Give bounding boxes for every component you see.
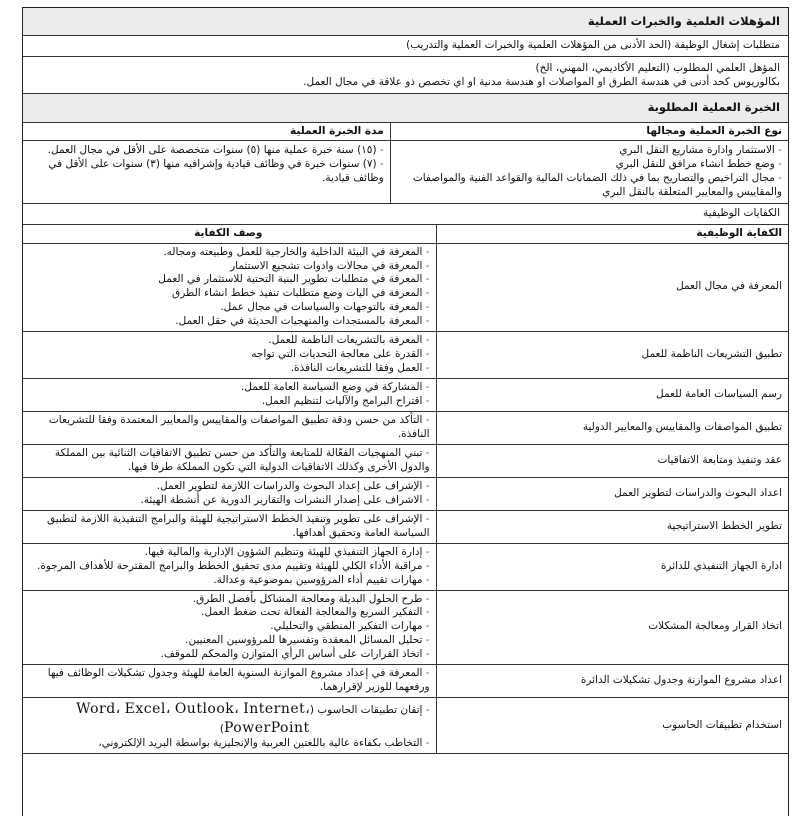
competency-name: تطبيق المواصفات والمقاييس والمعايير الدولية [436,412,788,445]
document-frame [22,7,789,816]
competency-desc [23,379,436,412]
app-list: Word، Excel، Outlook، Internet، [76,701,310,718]
competency-desc-item: - اقتراح البرامج والآليات لتنظيم العمل. [261,395,430,408]
competency-desc [23,243,436,332]
competency-desc [23,698,436,754]
competency-desc-item: - إدارة الجهاز التنفيذي للهيئة وتنظيم الشؤون الإدارية والمالية فيها. [144,545,430,558]
competency-desc-item: - التخاطب بكفاءة عالية باللغتين العربية والإنجليزية بواسطة البريد الإلكتروني، [98,737,430,750]
competency-row [23,543,788,590]
competency-name: اعداد مشروع الموازنة وجدول تشكيلات الدائرة [436,665,788,698]
experience-col-duration: مدة الخبرة العملية [23,123,390,141]
competency-desc-item: - المعرفة بالمستجدات والمنهجيات الحديثة في حقل العمل. [175,315,430,328]
competency-row [23,510,788,543]
competency-desc-item: - اتخاذ القرارات على أساس الرأي المتوازن والمحكم للموقف. [160,648,430,661]
competency-desc-item: PowerPoint) [219,719,310,736]
competency-desc-item: - المعرفة في متطلبات تطوير البنية التحتية للاستثمار في العمل [158,273,430,286]
competency-desc-item: - تحليل المسائل المعقدة وتفسيرها للمرؤوسين المعنيين. [185,634,430,647]
competencies-table [23,225,788,755]
competency-desc [23,543,436,590]
competency-desc-item: - طرح الحلول البديلة ومعالجة المشاكل بأفضل الطرق. [192,592,430,605]
competency-desc [23,665,436,698]
competency-desc-item: - التأكد من حسن ودقة تطبيق المواصفات والمقاييس والمعايير المعتمدة وفقا للتشريعات النافذة. [48,414,430,440]
experience-durations-cell [23,141,390,203]
competencies-col-name: الكفاية الوظيفية [436,225,788,243]
experience-duration-item: - (٧) سنوات خبرة في وظائف قيادية وإشرافيه منها (٣) سنوات على الأقل في وظائف قيادية. [48,158,384,185]
competency-desc-item: - المعرفة في إعداد مشروع الموازنة السنوية العامة للهيئة وجدول تشكيلات الوظائف فيها ورفعهما للوزير لإقرارهما. [47,667,430,694]
competency-desc [23,510,436,543]
competency-desc [23,444,436,477]
competency-desc-item: - الإشراف على إعداد البحوث والدراسات اللازمة لتطوير العمل. [156,479,430,492]
competency-desc-item: - المعرفة بالتوجهات والسياسات في مجال عمل. [220,301,430,314]
competency-desc-item: - العمل وفقا للتشريعات النافذة. [290,362,430,375]
competency-row-computer [23,698,788,754]
experience-title: الخبرة العملية المطلوبة [23,94,788,122]
degree-label: المؤهل العلمي المطلوب (التعليم الأكاديمي، المهني، الخ) [535,62,780,75]
competency-desc [23,412,436,445]
competency-desc [23,332,436,379]
competency-row [23,243,788,332]
competency-name: استخدام تطبيقات الحاسوب [436,698,788,754]
competency-desc-item: - مهارات التفكير المنطقي والتحليلي. [270,620,430,633]
experience-type-item: - الاستثمار وادارة مشاريع النقل البري [619,144,782,157]
competency-desc-item: - التفكير السريع والمعالجة الفعالة تحت ضغط العمل. [201,606,430,619]
experience-header-row [23,123,788,141]
competency-name: اعداد البحوث والدراسات لتطوير العمل [436,477,788,510]
experience-table [23,123,788,204]
competency-row [23,412,788,445]
competency-row [23,444,788,477]
competency-desc-item: - القدرة على معالجة التحديات التي تواجه [251,348,430,361]
experience-duration-item: - (١٥) سنة خبرة عملية منها (٥) سنوات متخصصة على الأقل في مجال العمل. [47,144,384,157]
competency-desc-item: - المعرفة بالتشريعات الناظمة للعمل. [268,334,430,347]
competency-name: تطبيق التشريعات الناظمة للعمل [436,332,788,379]
competency-desc-item: - الاشراف على إصدار النشرات والتقارير الدورية عن أنشطة الهيئة. [140,493,430,506]
qualifications-title: المؤهلات العلمية والخبرات العملية [23,8,788,36]
competency-row [23,665,788,698]
competency-name: عقد وتنفيذ ومتابعة الاتفاقيات [436,444,788,477]
competency-row [23,590,788,665]
experience-type-item: - وضع خطط انشاء مرافق للنقل البري [615,158,782,171]
degree-text: بكالوريوس كحد أدنى في هندسة الطرق او المواصلات او هندسة مدنية او اي تخصص ذو علاقة في مجال العمل. [303,76,780,89]
competency-desc-item: - مهارات تقييم أداء المرؤوسين بموضوعية وعدالة. [213,573,430,586]
competencies-body [23,243,788,698]
competency-name: تطوير الخطط الاستراتيجية [436,510,788,543]
experience-type-item: - مجال التراخيص والتصاريح بما في ذلك الضمانات المالية والقواعد الفنية والمواصفات والمقاييس والمعايير المتعلقة بالنقل البري [412,172,782,198]
competency-desc-item: - الإشراف على تطوير وتنفيذ الخطط الاستراتيجية للهيئة والبرامج التنفيذية اللازمة لتطبيق السياسة العامة وتحقيق أهدافها. [47,512,430,539]
competencies-header-row [23,225,788,243]
app-powerpoint: PowerPoint [223,719,310,736]
competency-desc-item: - المشاركة في وضع السياسة العامة للعمل. [240,381,430,394]
competency-row [23,379,788,412]
competency-desc [23,590,436,665]
competency-name: المعرفة في مجال العمل [436,243,788,332]
competency-name: رسم السياسات العامة للعمل [436,379,788,412]
requirements-line: متطلبات إشغال الوظيفة (الحد الأدنى من المؤهلات العلمية والخبرات العملية والتدريب) [23,36,788,57]
degree-block [23,57,788,94]
competency-name: ادارة الجهاز التنفيذي للدائرة [436,543,788,590]
competency-desc-item: - تبني المنهجيات الفعّالة للمتابعة والتأكد من حسن تطبيق الاتفاقيات الثنائية بين المملكة والدول الأخرى وكذلك الاتفاقيات الدولية التي تكون المملكة طرفا فيها. [54,446,430,473]
competencies-title: الكفايات الوظيفية [23,204,788,225]
competencies-col-desc: وصف الكفاية [23,225,436,243]
competency-row [23,477,788,510]
competency-desc-item: - المعرفة في مجالات وادوات تشجيع الاستثمار [230,259,430,272]
competency-desc-item: - المعرفة في البيئة الداخلية والخارجية للعمل وطبيعته ومجاله. [163,245,430,258]
experience-types-cell [390,141,788,203]
competency-desc-item: - مراقبة الأداء الكلي للهيئة وتقييم مدى تحقيق الخطط والبرامج المقترحة للأهداف المرجوة. [37,559,430,572]
experience-col-type: نوع الخبرة العملية ومجالها [390,123,788,141]
competency-desc [23,477,436,510]
experience-body-row [23,141,788,203]
competency-desc-item: - المعرفة في اليات وضع متطلبات تنفيذ خطط انشاء الطرق [172,287,430,300]
competency-desc-item: - إتقان تطبيقات الحاسوب (Word، Excel، Outlook، Internet، [76,701,430,718]
competency-row [23,332,788,379]
competency-name: اتخاذ القرار ومعالجة المشكلات [436,590,788,665]
